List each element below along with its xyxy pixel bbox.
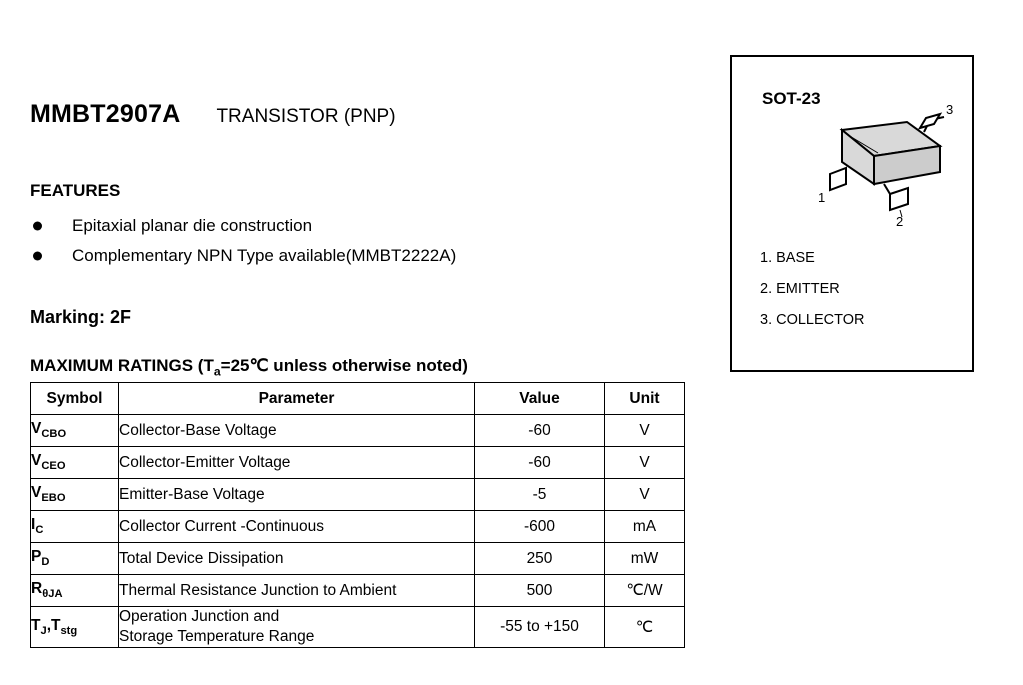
feature-text: Complementary NPN Type available(MMBT2222A) [72,246,457,265]
cell-symbol [31,447,119,479]
cell-unit: mA [605,511,685,543]
column-header-unit: Unit [605,383,685,415]
pin-number-1: 1 [818,190,826,205]
pinout-list [760,243,865,336]
symbol-subscript: C [35,524,44,537]
list-item: 1. BASE [760,250,815,266]
page-title: MMBT2907A [30,100,181,128]
cell-symbol [31,511,119,543]
symbol-base: V [31,452,42,470]
cell-symbol [31,415,119,447]
cell-unit: V [605,479,685,511]
symbol-base: V [31,420,42,438]
cell-value: -600 [475,511,605,543]
symbol-subscript: EBO [41,492,66,505]
feature-text: Epitaxial planar die construction [72,216,313,235]
cell-symbol [31,607,119,648]
lead-2-pad [890,188,908,210]
cell-symbol [31,479,119,511]
cell-value: -55 to +150 [475,607,605,648]
cell-parameter: Emitter-Base Voltage [119,479,475,511]
symbol-base: T [31,616,41,634]
list-item [30,211,456,241]
cell-value: -60 [475,447,605,479]
part-subtitle: TRANSISTOR (PNP) [216,106,396,127]
table-row [31,607,685,648]
ratings-heading-post: =25℃ unless otherwise noted) [220,356,468,375]
table-row [31,511,685,543]
column-header-symbol: Symbol [31,383,119,415]
features-heading: FEATURES [30,181,121,200]
pin-number-3: 3 [946,102,954,117]
sot23-package-drawing [812,102,962,237]
cell-value: -5 [475,479,605,511]
symbol-base: R [31,580,43,598]
cell-value: 250 [475,543,605,575]
cell-parameter: Collector-Emitter Voltage [119,447,475,479]
symbol-subscript: CBO [41,428,67,441]
cell-unit: ℃ [605,607,685,648]
cell-symbol [31,543,119,575]
pin-number-2: 2 [896,214,904,229]
symbol-subscript-2: stg [60,625,78,638]
table-row [31,543,685,575]
symbol-base: P [31,548,42,566]
title-row [30,100,396,129]
cell-parameter: Total Device Dissipation [119,543,475,575]
cell-unit: mW [605,543,685,575]
table-row [31,575,685,607]
package-outline-box [730,55,974,372]
cell-value: -60 [475,415,605,447]
symbol-base: V [31,484,42,502]
bullet-icon [33,252,42,261]
cell-parameter: Collector Current -Continuous [119,511,475,543]
cell-unit: ℃/W [605,575,685,607]
symbol-subscript: θJA [42,588,63,601]
cell-symbol [31,575,119,607]
cell-parameter: Collector-Base Voltage [119,415,475,447]
list-item [30,241,456,271]
symbol-subscript: CEO [41,460,66,473]
ratings-heading-pre: MAXIMUM RATINGS (T [30,356,214,375]
column-header-parameter: Parameter [119,383,475,415]
table-row [31,447,685,479]
ratings-heading-sub: a [213,364,221,379]
maximum-ratings-heading [30,356,468,378]
parameter-line-2: Storage Temperature Range [119,628,315,645]
cell-parameter [119,607,475,648]
maximum-ratings-table [30,382,685,648]
parameter-line-1: Operation Junction and [119,608,280,625]
table-row [31,415,685,447]
symbol-subscript: J [40,625,47,638]
symbol-base-2: ,T [46,616,61,634]
lead-1-pad [830,168,846,190]
marking-label: Marking: 2F [30,307,132,327]
symbol-subscript: D [41,556,50,569]
list-item: 2. EMITTER [760,281,840,297]
features-list [30,211,456,271]
cell-unit: V [605,447,685,479]
lead-3-pad [920,114,940,128]
cell-value: 500 [475,575,605,607]
column-header-value: Value [475,383,605,415]
table-header-row [31,383,685,415]
lead-2-connector [884,184,890,194]
package-name-label: SOT-23 [762,89,821,108]
table-row [31,479,685,511]
bullet-icon [33,222,42,231]
cell-unit: V [605,415,685,447]
symbol-base: I [31,516,36,534]
cell-parameter: Thermal Resistance Junction to Ambient [119,575,475,607]
list-item: 3. COLLECTOR [760,312,865,328]
